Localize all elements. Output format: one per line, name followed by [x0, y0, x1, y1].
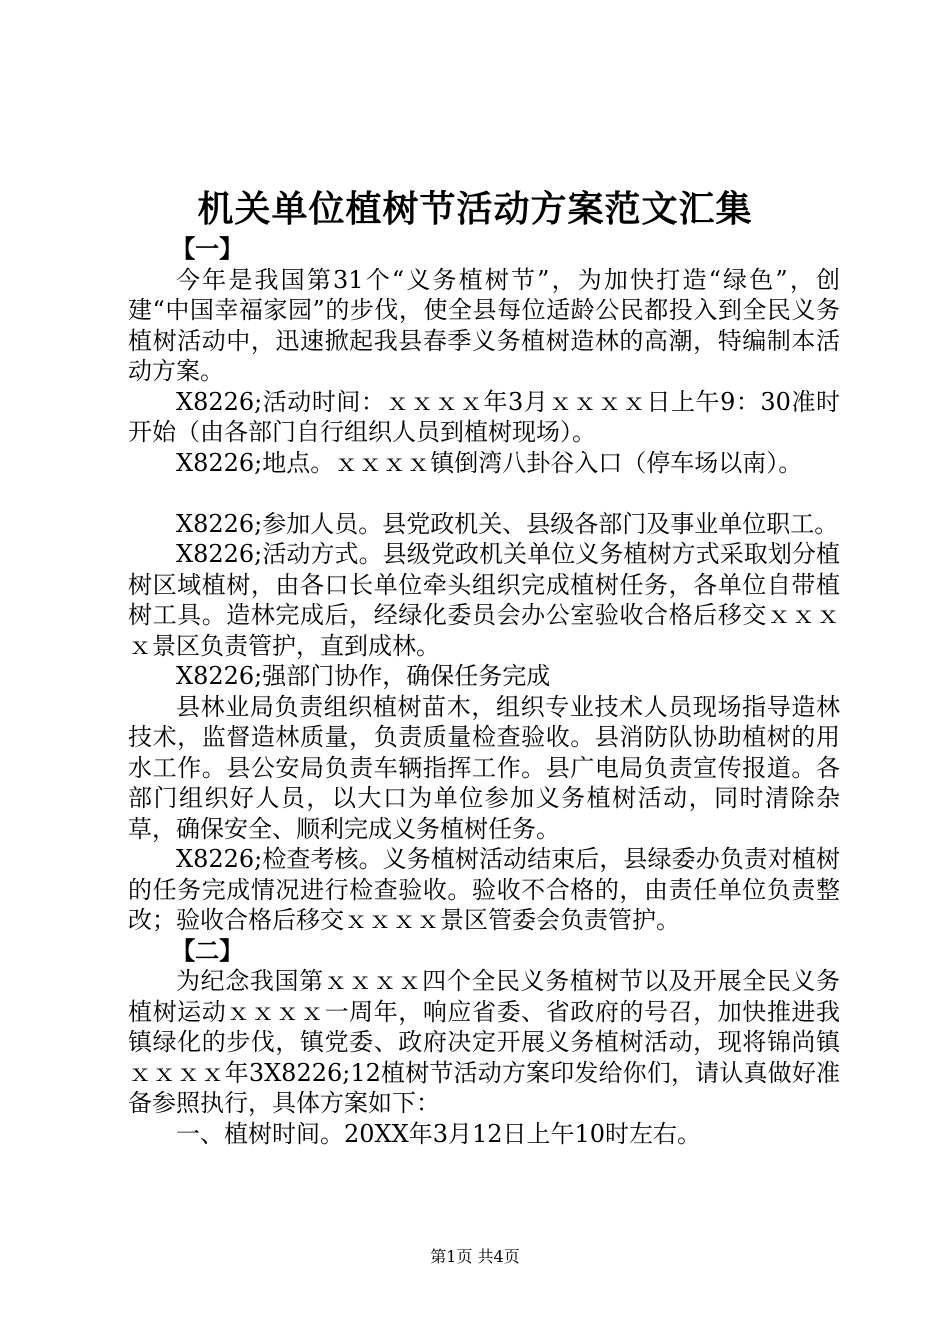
- document-title: 机关单位植树节活动方案范文汇集: [197, 188, 753, 230]
- body-paragraph: 今年是我国第31个“义务植树节”，为加快打造“绿色”，创建“中国幸福家园”的步伐，使全县每位适龄公民都投入到全民义务植树活动中，迅速掀起我县春季义务植树造林的高潮，特编制本活动方案。: [128, 265, 840, 385]
- section-heading: 【一】: [171, 234, 244, 263]
- body-paragraph: X8226;地点。ｘｘｘｘ镇倒湾八卦谷入口（停车场以南）。: [176, 448, 803, 477]
- section-heading: 【二】: [171, 935, 244, 965]
- body-paragraph: X8226;检查考核。义务植树活动结束后，县绿委办负责对植树的任务完成情况进行检查验收。验收不合格的，由责任单位负责整改；验收合格后移交ｘｘｘｘ景区管委会负责管护。: [128, 845, 840, 934]
- body-paragraph: 为纪念我国第ｘｘｘｘ四个全民义务植树节以及开展全民义务植树运动ｘｘｘｘ一周年，响应省委、省政府的号召，加快推进我镇绿化的步伐，镇党委、政府决定开展义务植树活动，现将锦尚镇ｘｘｘｘ年3X8226;12植树节活动方案印发给你们，请认真做好准备参照执行，具体方案如下：: [128, 967, 840, 1117]
- body-paragraph: X8226;活动方式。县级党政机关单位义务植树方式采取划分植树区域植树，由各口长单位牵头组织完成植树任务，各单位自带植树工具。造林完成后，经绿化委员会办公室验收合格后移交ｘｘｘｘ景区负责管护，直到成林。: [128, 540, 840, 660]
- page-footer: 第1页 共4页: [430, 1247, 520, 1266]
- body-paragraph: X8226;强部门协作，确保任务完成: [176, 662, 551, 690]
- body-paragraph: X8226;活动时间：ｘｘｘｘ年3月ｘｘｘｘ日上午9：30准时开始（由各部门自行组织人员到植树现场）。: [128, 387, 840, 446]
- body-paragraph: 一、植树时间。20XX年3月12日上午10时左右。: [176, 1119, 702, 1148]
- document-body: [128, 234, 840, 1149]
- blank-line: [128, 478, 840, 509]
- body-paragraph: 县林业局负责组织植树苗木，组织专业技术人员现场指导造林技术，监督造林质量，负责质量检查验收。县消防队协助植树的用水工作。县公安局负责车辆指挥工作。县广电局负责宣传报道。各部门组织好人员，以大口为单位参加义务植树活动，同时清除杂草，确保安全、顺利完成义务植树任务。: [128, 692, 840, 843]
- body-paragraph: X8226;参加人员。县党政机关、县级各部门及事业单位职工。: [176, 509, 839, 538]
